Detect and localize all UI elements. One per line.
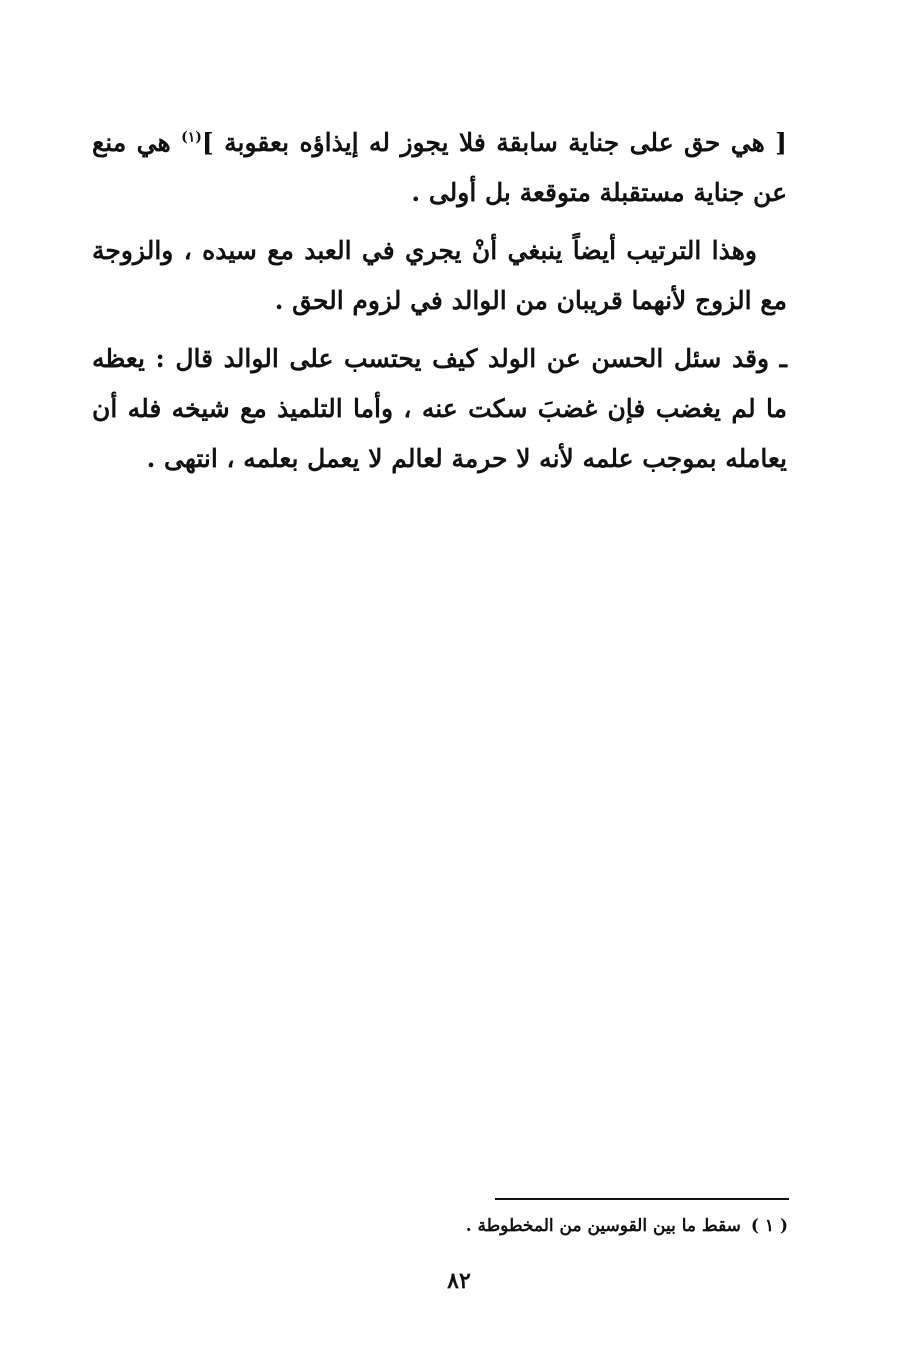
footnote-text: سقط ما بين القوسين من المخطوطة . <box>465 1216 741 1236</box>
paragraph-1 <box>92 118 787 218</box>
footnote-number: ( ١ ) <box>750 1216 788 1236</box>
paragraph-2: وهذا الترتيب أيضاً ينبغي أنْ يجري في العبد مع سيده ، والزوجة مع الزوج لأنهما قريبان من الوالد في لزوم الحق . <box>92 236 787 315</box>
paragraph-3: ـ وقد سئل الحسن عن الولد كيف يحتسب على الوالد قال : يعظه ما لم يغضب فإن غضبَ سكت عنه ، وأما التلميذ مع شيخه فله أن يعامله بموجب علمه لأنه لا حرمة لعالم لا يعمل بعلمه ، انتهى . <box>92 344 787 473</box>
main-text <box>92 118 787 492</box>
page-number: ٨٢ <box>447 1268 471 1294</box>
footnote-reference: (١) <box>181 129 202 146</box>
paragraph-1-bracketed-text: [ هي حق على جناية سابقة فلا يجوز له إيذاؤه بعقوبة ] <box>201 128 788 157</box>
footnote <box>466 1212 788 1240</box>
paragraph-1-continuation: هي منع عن جناية مستقبلة متوقعة بل أولى . <box>92 128 787 207</box>
footnote-separator <box>495 1198 789 1200</box>
